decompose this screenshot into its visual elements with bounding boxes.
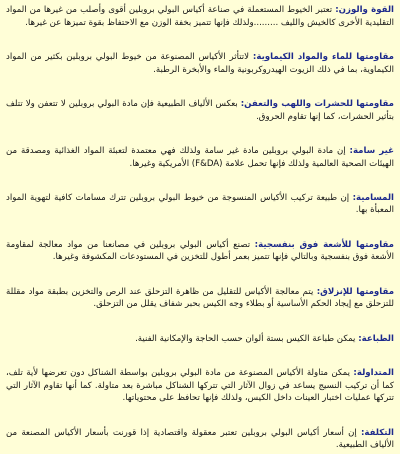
paragraph-anti-slip (6, 286, 394, 311)
paragraph-insect-fire-rot-resistance (6, 98, 394, 123)
paragraph-heading: غير سامة: (349, 145, 394, 156)
paragraph-text: بعكس الألياف الطبيعية فإن مادة البولي بروبلين لا تتعفن ولا تتلف بتأثير الحشرات، كما إنها تقاوم الحروق. (6, 98, 394, 122)
paragraph-printing (6, 333, 394, 346)
paragraph-heading: مقاومتها للحشرات واللهب والتعفن: (240, 98, 394, 109)
paragraph-heading: مقاومتها للإنزلاق: (316, 286, 395, 297)
paragraph-heading: مقاومتها للأشعة فوق بنفسجية: (254, 239, 394, 250)
paragraph-text: تصنع أكياس البولي بروبلين في مصانعنا من مواد معالجة لمقاومة الأشعة فوق بنفسجية وبالتالي فإنها تتميز بعمر أطول للتخزين في المستودعات المكشوفة وغيرها. (6, 239, 394, 263)
paragraph-text: إن طبيعة تركيب الأكياس المنسوجة من خيوط البولي بروبلين تترك مسامات كافية لتهوية المواد المعبأة بها. (6, 192, 394, 216)
paragraph-water-chemical-resistance (6, 51, 394, 76)
paragraph-heading: مقاومتها للماء والمواد الكيماوية: (252, 51, 394, 62)
paragraph-strength-weight (6, 4, 394, 29)
paragraph-heading: القوة والوزن: (335, 5, 394, 15)
paragraph-text: يمكن طباعة الكيس بستة ألوان حسب الحاجة والإمكانية الفنية. (135, 333, 359, 344)
paragraph-heading: التكلفة: (360, 427, 394, 438)
paragraph-heading: المتداولة: (353, 368, 394, 379)
paragraph-non-toxic (6, 145, 394, 170)
paragraph-handling (6, 367, 394, 405)
paragraph-text: تعتبر الخيوط المستعملة في صناعة أكياس البولي بروبلين أقوى وأصلب من غيرها من المواد التقليدية الأخرى كالخيش والليف .........ولذلك فإنها تتميز بخفة الوزن مع الاحتفاظ بقوة تميزها عن غيرها. (6, 5, 394, 28)
paragraph-porosity (6, 192, 394, 217)
paragraph-text: يتم معالجة الأكياس للتقليل من ظاهرة التزحلق عند الرص والتخزين بطبقة مواد مقللة للتزحلق مع إيجاد الحكم الأساسية أو بطلاء وجه الكيس بحبر شفاف يقلل من التزحلق. (6, 286, 394, 310)
paragraph-text: لاتتأثر الأكياس المصنوعة من خيوط البولي بروبلين بكثير من المواد الكيماوية، بما في ذلك الزيوت الهيدروكربونية والماء والأبخرة الرطبة. (6, 51, 394, 75)
paragraph-text: إن مادة البولي بروبلين مادة غير سامة ولذلك فهي معتمدة لتعبئة المواد الغذائية ومصدقة من الهيئات الصحية العالمية ولذلك فإنها تحمل علامة (F&DA) الأمريكية وغيرها. (6, 145, 394, 169)
paragraph-cost (6, 427, 394, 452)
paragraph-uv-resistance (6, 239, 394, 264)
paragraph-text: إن أسعار أكياس البولي بروبلين تعتبر معقولة واقتصادية إذا قورنت بأسعار الأكياس المصنعة من الألياف الطبيعية. (6, 427, 394, 451)
paragraph-heading: المسامية: (352, 192, 394, 203)
paragraph-heading: الطباعة: (358, 333, 394, 344)
paragraph-text: يمكن متاولة الأكياس المصنوعة من مادة البولي بروبلين بواسطة الشناكل دون تعرضها لأية تلف، كما أن تركيب النسيج يساعد في زوال الآثار التي تتركها الشناكل مباشرة بعد متاولة. كما أنها تقاوم الآثار التي تتركها عمليات اختبار العينات داخل الكيس، ولذلك فإنها تحافظ على محتوياتها. (6, 368, 394, 404)
